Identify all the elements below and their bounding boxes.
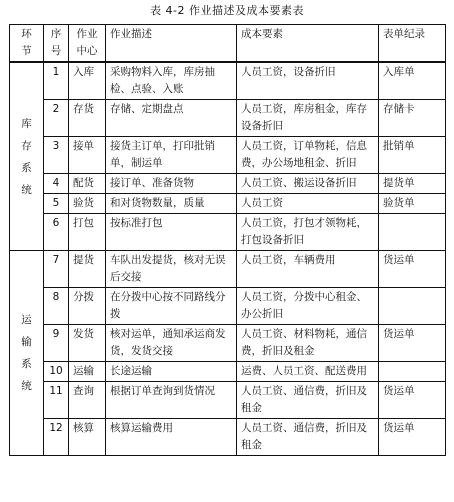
header-seq [44,25,69,63]
row-form: 货运单 [379,419,446,456]
row-desc: 核算运输费用 [106,419,237,456]
row-form [379,214,446,251]
row-center: 验货 [69,194,106,214]
row-center: 核算 [69,419,106,456]
row-form: 存储卡 [379,100,446,137]
row-cost: 人员工资，分拨中心租金、办公折旧 [237,288,379,325]
header-cost: 成本要素 [237,25,379,63]
row-cost: 人员工资，库房租金，库存设备折旧 [237,100,379,137]
row-form: 批销单 [379,137,446,174]
row-cost: 人员工资，车辆费用 [237,251,379,288]
row-form [379,288,446,325]
row-seq: 4 [44,174,69,194]
row-seq: 1 [44,62,69,100]
table-row [10,251,446,288]
row-center: 入库 [69,62,106,100]
row-center: 存货 [69,100,106,137]
row-center: 分拨 [69,288,106,325]
row-form: 货运单 [379,325,446,362]
header-center-line-1: 作业 [76,28,98,40]
row-cost: 人员工资，设备折旧 [237,62,379,100]
row-cost: 人员工资，订单物耗，信息费，办公场地租金、折旧 [237,137,379,174]
row-seq: 10 [44,362,69,382]
row-desc: 根据订单查询到货情况 [106,382,237,419]
row-form [379,362,446,382]
system-char: 库 [21,117,32,130]
row-form: 提货单 [379,174,446,194]
header-center [69,25,106,63]
system-cell-transport [10,251,44,456]
row-seq: 6 [44,214,69,251]
row-seq: 3 [44,137,69,174]
table-row [10,382,446,419]
table-row [10,325,446,362]
row-center: 发货 [69,325,106,362]
row-desc: 接订单、准备货物 [106,174,237,194]
table-row [10,62,446,100]
table-row [10,137,446,174]
row-center: 运输 [69,362,106,382]
row-desc: 车队出发提货，核对无误后交接 [106,251,237,288]
system-char: 运 [21,314,32,326]
header-seq-line-2: 号 [50,45,62,57]
row-desc: 核对运单，通知承运商发货，发货交接 [106,325,237,362]
row-desc: 和对货物数量，质量 [106,194,237,214]
row-seq: 9 [44,325,69,362]
row-form: 货运单 [379,251,446,288]
row-cost: 人员工资、通信费，折旧及租金 [237,419,379,456]
row-seq: 8 [44,288,69,325]
header-center-line-2: 中心 [76,45,98,57]
row-center: 接单 [69,137,106,174]
header-system [10,25,44,63]
system-char: 存 [21,139,32,152]
row-seq: 5 [44,194,69,214]
table-caption: 表 4-2 作业描述及成本要素表 [150,4,304,17]
table-row [10,288,446,325]
row-cost: 运费、人员工资、配送费用 [237,362,379,382]
row-desc: 长途运输 [106,362,237,382]
row-cost: 人员工资，打包才领物耗，打包设备折旧 [237,214,379,251]
row-desc: 在分拨中心按不同路线分拨 [106,288,237,325]
row-seq: 7 [44,251,69,288]
row-desc: 存储、定期盘点 [106,100,237,137]
row-form: 验货单 [379,194,446,214]
table-row [10,174,446,194]
row-seq: 11 [44,382,69,419]
system-cell-storage [10,62,44,251]
table-row [10,194,446,214]
header-form: 表单纪录 [379,25,446,63]
row-cost: 人员工资、通信费，折旧及租金 [237,382,379,419]
row-desc: 按标准打包 [106,214,237,251]
row-seq: 2 [44,100,69,137]
cost-table [9,24,446,456]
row-cost: 人员工资、材料物耗，通信费，折旧及租金 [237,325,379,362]
system-char: 输 [21,336,32,348]
system-char: 统 [21,380,32,392]
row-form: 入库单 [379,62,446,100]
row-form: 货运单 [379,382,446,419]
row-seq: 12 [44,419,69,456]
table-row [10,419,446,456]
row-desc: 采购物料入库，库房抽检、点验、入账 [106,62,237,100]
system-char: 系 [21,161,32,174]
system-char: 统 [21,183,32,196]
row-desc: 接货主订单，打印批销单，制运单 [106,137,237,174]
table-header-row [10,25,446,63]
row-center: 提货 [69,251,106,288]
header-desc: 作业描述 [106,25,237,63]
table-row [10,214,446,251]
table-row [10,362,446,382]
table-row [10,100,446,137]
header-seq-line-1: 序 [50,28,62,40]
row-center: 配货 [69,174,106,194]
row-cost: 人员工资、搬运设备折旧 [237,174,379,194]
header-system-line-2: 节 [21,45,32,57]
header-system-line-1: 环 [21,28,32,40]
row-center: 打包 [69,214,106,251]
row-cost: 人员工资 [237,194,379,214]
row-center: 查询 [69,382,106,419]
system-char: 系 [21,358,32,370]
